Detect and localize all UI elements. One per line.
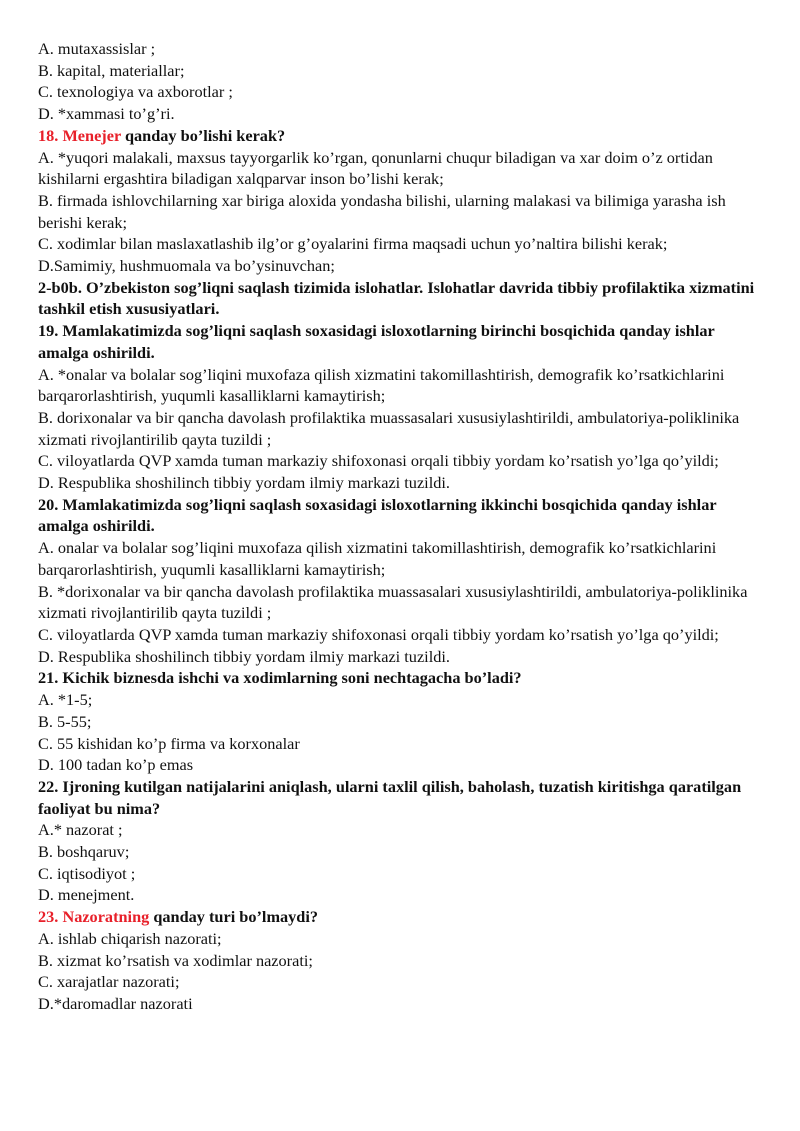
question-text: qanday bo’lishi kerak? [124, 125, 286, 145]
answer-option: C. viloyatlarda QVP xamda tuman markaziy shifoxonasi orqali tibbiy yordam ko’rsatish yo’lga qo’yildi; [38, 451, 719, 471]
answer-option: D. *xammasi to’g’ri. [38, 104, 175, 124]
question-heading: 19. Mamlakatimizda sog’liqni saqlash soxasidagi isloxotlarning birinchi bosqichida qanday ishlar amalga oshirildi. [38, 321, 715, 362]
answer-option: A. *yuqori malakali, maxsus tayyorgarlik ko’rgan, qonunlarni chuqur biladigan va xar doim o’z ortidan kishilarni ergashtira biladigan xalqparvar inson bo’lishi kerak; [38, 147, 713, 189]
answer-option: D. Respublika shoshilinch tibbiy yordam ilmiy markazi tuzildi. [38, 646, 450, 666]
document-page [38, 38, 768, 1015]
question-keyword: Nazoratning [62, 907, 150, 927]
answer-option: C. texnologiya va axborotlar ; [38, 82, 233, 102]
answer-option: C. xarajatlar nazorati; [38, 972, 180, 992]
answer-option: D. 100 tadan ko’p emas [38, 755, 194, 775]
question-heading: 2-b0b. O’zbekiston sog’liqni saqlash tizimida islohatlar. Islohatlar davrida tibbiy profilaktika xizmatini tashkil etish xususiyatlari. [38, 277, 755, 319]
question-heading [38, 125, 768, 147]
answer-option: D.Samimiy, hushmuomala va bo’ysinuvchan; [38, 256, 335, 276]
answer-option: A. ishlab chiqarish nazorati; [38, 928, 222, 948]
question-number: 18. [38, 125, 59, 145]
answer-option: C. xodimlar bilan maslaxatlashib ilg’or g’oyalarini firma maqsadi uchun yo’naltira bilishi kerak; [38, 234, 668, 254]
answer-option: A. *onalar va bolalar sog’liqini muxofaza qilish xizmatini takomillashtirish, demografik ko’rsatkichlarini barqarorlashtirish, yuqumli kasalliklarni kamaytirish; [38, 364, 725, 406]
answer-option: B. 5-55; [38, 711, 92, 731]
answer-option: C. 55 kishidan ko’p firma va korxonalar [38, 733, 300, 753]
answer-option: B. dorixonalar va bir qancha davolash profilaktika muassasalari xususiylashtirildi, ambulatoriya-poliklinika xizmati rivojlantirilib qayta tuzildi ; [38, 407, 740, 449]
question-heading: 20. Mamlakatimizda sog’liqni saqlash soxasidagi isloxotlarning ikkinchi bosqichida qanday ishlar amalga oshirildi. [38, 494, 717, 536]
answer-option: C. viloyatlarda QVP xamda tuman markaziy shifoxonasi orqali tibbiy yordam ko’rsatish yo’lga qo’yildi; [38, 624, 719, 644]
question-number: 23. [38, 907, 59, 927]
answer-option: C. iqtisodiyot ; [38, 863, 136, 883]
question-heading [38, 906, 768, 928]
answer-option: D. menejment. [38, 885, 135, 905]
answer-option: A. onalar va bolalar sog’liqini muxofaza qilish xizmatini takomillashtirish, demografik ko’rsatkichlarini barqarorlashtirish, yuqumli kasalliklarni kamaytirish; [38, 538, 717, 579]
question-text: qanday turi bo’lmaydi? [153, 907, 319, 927]
answer-option: B. kapital, materiallar; [38, 60, 185, 80]
question-heading: 21. Kichik biznesda ishchi va xodimlarning soni nechtagacha bo’ladi? [38, 668, 522, 688]
question-keyword: Menejer [62, 125, 121, 145]
answer-option: B. xizmat ko’rsatish va xodimlar nazorati; [38, 950, 313, 970]
answer-option: A.* nazorat ; [38, 820, 123, 840]
answer-option: B. firmada ishlovchilarning xar biriga aloxida yondasha bilishi, ularning malakasi va bilimiga yarasha ish berishi kerak; [38, 190, 726, 232]
answer-option: A. mutaxassislar ; [38, 39, 156, 58]
question-heading: 22. Ijroning kutilgan natijalarini aniqlash, ularni taxlil qilish, baholash, tuzatish kiritishga qaratilgan faoliyat bu nima? [38, 776, 742, 818]
answer-option: A. *1-5; [38, 690, 93, 710]
answer-option: D. Respublika shoshilinch tibbiy yordam ilmiy markazi tuzildi. [38, 473, 450, 493]
answer-option: B. boshqaruv; [38, 842, 130, 862]
answer-option: D.*daromadlar nazorati [38, 993, 193, 1013]
answer-option: B. *dorixonalar va bir qancha davolash profilaktika muassasalari xususiylashtirildi, ambulatoriya-poliklinika xizmati rivojlantirilib qayta tuzildi ; [38, 581, 748, 623]
